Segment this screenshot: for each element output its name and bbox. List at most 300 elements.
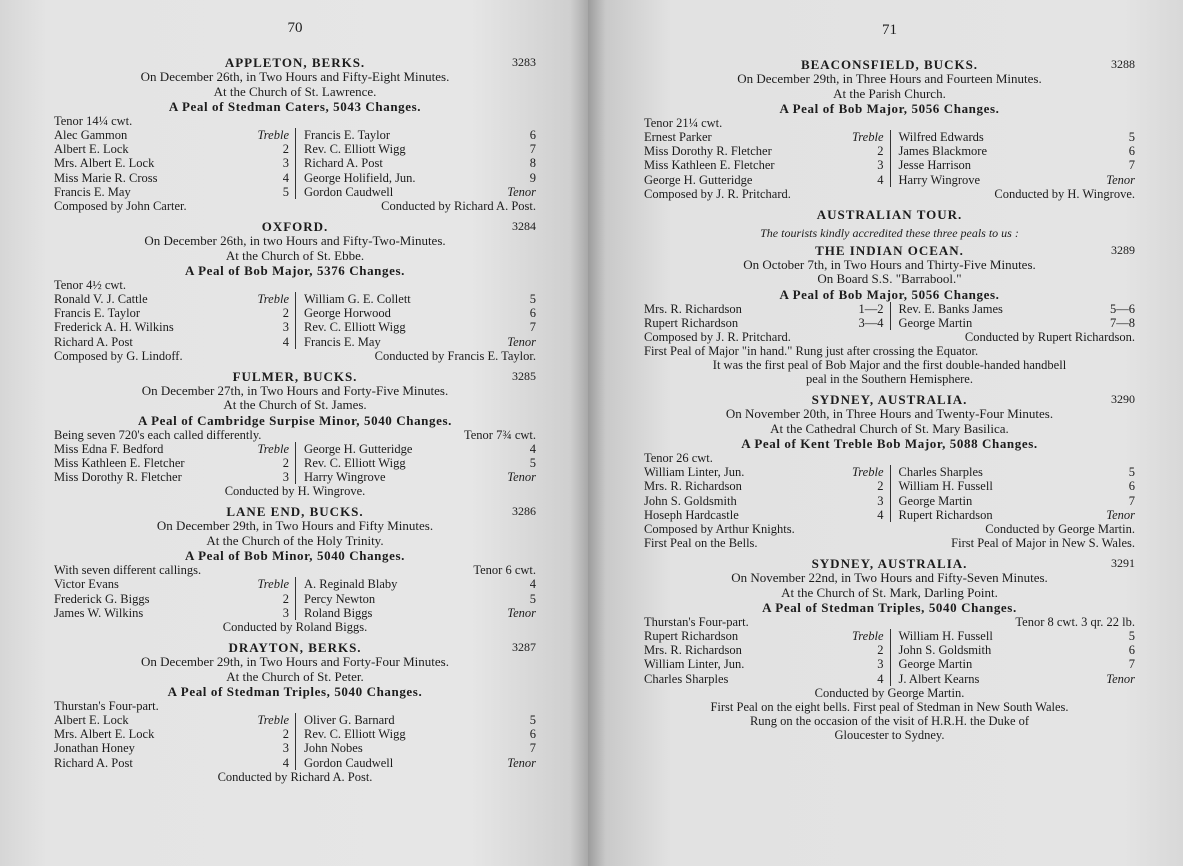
ringer-bell: Treble — [257, 577, 289, 592]
ringers-left — [54, 442, 295, 485]
ringer-bell: Treble — [257, 292, 289, 307]
peal-place: OXFORD. — [261, 219, 329, 235]
ringer-row — [304, 756, 536, 770]
peal-title: A Peal of Bob Major, 5056 Changes. — [779, 286, 1000, 302]
ringers-left — [644, 302, 890, 330]
peal-number: 3290 — [1111, 392, 1135, 407]
peal-record — [644, 243, 1135, 386]
ringer-name: Jonathan Honey — [54, 741, 135, 756]
ringer-bell: 3 — [877, 158, 884, 173]
ringer-row — [54, 756, 289, 770]
peal-footer — [644, 330, 1135, 344]
ringers-right — [890, 302, 1136, 330]
ringer-name: George H. Gutteridge — [304, 441, 413, 456]
ringer-name: Rev. C. Elliott Wigg — [304, 142, 406, 157]
ringer-bell: 6 — [1128, 643, 1135, 658]
composer: Composed by Arthur Knights. — [644, 522, 795, 537]
ringer-row — [304, 292, 536, 306]
ringer-name: Mrs. Albert E. Lock — [54, 727, 155, 742]
ringer-bell: 6 — [1128, 144, 1135, 159]
ringer-bell: 3 — [282, 470, 289, 485]
peal-header — [644, 243, 1135, 258]
ringer-name: Miss Kathleen E. Fletcher — [644, 158, 775, 173]
footnote-right: First Peal of Major in New S. Wales. — [951, 536, 1135, 551]
ringers-right — [295, 292, 536, 349]
ringers-right — [890, 130, 1136, 187]
ringer-row — [899, 643, 1136, 657]
ringer-bell: 6 — [529, 306, 536, 321]
peal-footer — [644, 187, 1135, 201]
peal-pre-info — [54, 699, 536, 713]
ringer-name: Rev. C. Elliott Wigg — [304, 727, 406, 742]
ringer-name: Rev. C. Elliott Wigg — [304, 320, 406, 335]
peal-place: BEACONSFIELD, BUCKS. — [800, 57, 979, 72]
peal-place: SYDNEY, AUSTRALIA. — [811, 556, 968, 572]
conductor: Conducted by George Martin. — [814, 685, 965, 700]
peal-date: On December 29th, in Two Hours and Forty-Four Minutes. — [141, 654, 449, 670]
ringer-row — [54, 727, 289, 741]
peal-note: Rung on the occasion of the visit of H.R.H. the Duke of — [749, 713, 1030, 728]
peal-number: 3291 — [1111, 556, 1135, 571]
ringer-row — [899, 158, 1136, 172]
ringer-bell: 5—6 — [1110, 301, 1135, 316]
ringer-name: Harry Wingrove — [304, 470, 386, 485]
pre-left: Thurstan's Four-part. — [644, 615, 749, 630]
ringer-name: Victor Evans — [54, 577, 119, 592]
conductor: Conducted by H. Wingrove. — [224, 484, 366, 499]
ringer-name: John Nobes — [304, 741, 363, 756]
ringer-row — [644, 643, 884, 657]
ringer-row — [304, 606, 536, 620]
peal-church: On Board S.S. "Barrabool." — [817, 271, 962, 287]
peal-note: Gloucester to Sydney. — [834, 727, 945, 742]
ringer-name: Miss Marie R. Cross — [54, 170, 158, 185]
ringer-row — [644, 158, 884, 172]
ringer-row — [899, 508, 1136, 522]
pre-right: Tenor 7¾ cwt. — [463, 427, 536, 442]
ringer-band — [54, 292, 536, 349]
ringer-row — [644, 465, 884, 479]
pre-left: Being seven 720's each called differently. — [54, 427, 262, 442]
ringer-row — [899, 629, 1136, 643]
ringer-row — [304, 713, 536, 727]
section-intro: The tourists kindly accredited these three peals to us : — [760, 225, 1019, 240]
ringers-right — [295, 442, 536, 485]
ringer-row — [304, 335, 536, 349]
ringer-row — [304, 306, 536, 320]
ringer-name: Harry Wingrove — [898, 172, 981, 187]
ringer-row — [644, 508, 884, 522]
ringer-row — [54, 171, 289, 185]
ringer-name: John S. Goldsmith — [644, 493, 737, 508]
peal-record — [54, 640, 536, 784]
ringer-row — [304, 456, 536, 470]
ringer-band — [644, 130, 1135, 187]
ringer-bell: 5 — [529, 456, 536, 471]
ringer-bell: 4 — [529, 441, 536, 456]
ringer-bell: 7 — [529, 142, 536, 157]
ringer-name: Frederick G. Biggs — [54, 591, 150, 606]
ringer-bell: 3 — [282, 156, 289, 171]
ringer-bell: 7 — [1128, 158, 1135, 173]
peal-header — [644, 556, 1135, 571]
peal-place: DRAYTON, BERKS. — [228, 640, 362, 656]
ringer-bell: 7—8 — [1110, 316, 1135, 331]
peal-footer — [644, 522, 1135, 536]
peal-title: A Peal of Kent Treble Bob Major, 5088 Changes. — [741, 436, 1038, 452]
ringer-row — [644, 130, 884, 144]
peal-header — [644, 392, 1135, 407]
ringer-bell: 5 — [529, 591, 536, 606]
ringer-row — [304, 442, 536, 456]
ringer-name: Francis E. May — [54, 184, 131, 199]
ringer-bell: Tenor — [1106, 172, 1135, 187]
ringer-row — [899, 494, 1136, 508]
ringer-name: Mrs. R. Richardson — [644, 643, 742, 658]
ringer-bell: 5 — [1128, 465, 1135, 480]
composer: Composed by J. R. Pritchard. — [644, 186, 791, 201]
ringer-name: William G. E. Collett — [304, 292, 411, 307]
peal-footer — [54, 199, 536, 213]
ringers-right — [890, 465, 1136, 522]
ringer-bell: 2 — [282, 591, 289, 606]
ringer-name: Francis E. May — [304, 334, 381, 349]
peal-record — [54, 504, 536, 634]
peal-title: A Peal of Stedman Caters, 5043 Changes. — [168, 99, 422, 114]
conductor: Conducted by Roland Biggs. — [222, 620, 368, 635]
pre-left: Thurstan's Four-part. — [54, 699, 159, 714]
ringer-bell: 4 — [877, 507, 884, 522]
ringer-name: Ronald V. J. Cattle — [54, 292, 148, 307]
ringer-name: Miss Dorothy R. Fletcher — [54, 470, 182, 485]
peal-header — [54, 504, 536, 519]
peal-pre-info — [54, 563, 536, 577]
ringer-name: George Martin — [898, 316, 973, 331]
peal-title: A Peal of Cambridge Surpise Minor, 5040 Changes. — [138, 412, 452, 428]
composer: Composed by G. Lindoff. — [54, 348, 183, 363]
ringer-band — [54, 577, 536, 620]
left-page — [0, 0, 588, 866]
ringer-name: Rev. C. Elliott Wigg — [304, 456, 406, 471]
ringer-name: George Martin — [898, 657, 973, 672]
ringer-row — [644, 657, 884, 671]
peal-church: At the Church of St. Ebbe. — [225, 247, 365, 263]
ringer-name: Charles Sharples — [898, 465, 983, 480]
peal-church: At the Church of St. Mark, Darling Point. — [781, 584, 998, 600]
right-page — [588, 0, 1183, 866]
ringer-bell: 7 — [529, 741, 536, 756]
ringer-name: Miss Kathleen E. Fletcher — [54, 456, 185, 471]
pre-right: Tenor 6 cwt. — [473, 563, 536, 578]
ringer-name: George H. Gutteridge — [644, 172, 753, 187]
ringer-row — [304, 142, 536, 156]
ringer-row — [644, 494, 884, 508]
ringer-bell: 8 — [529, 156, 536, 171]
ringer-bell: 4 — [529, 577, 536, 592]
ringer-bell: 5 — [529, 292, 536, 307]
ringer-row — [54, 741, 289, 755]
ringer-bell: 1—2 — [858, 301, 884, 316]
pre-left: With seven different callings. — [54, 563, 202, 578]
left-peal-list — [54, 55, 536, 784]
peal-title: A Peal of Stedman Triples, 5040 Changes. — [762, 600, 1017, 616]
peal-church: At the Church of the Holy Trinity. — [206, 532, 384, 548]
ringer-name: Rev. E. Banks James — [898, 301, 1003, 316]
conductor: Conducted by George Martin. — [985, 522, 1135, 537]
ringers-left — [644, 629, 890, 686]
ringer-name: William Linter, Jun. — [644, 465, 745, 480]
peal-number: 3283 — [512, 55, 536, 69]
ringer-row — [304, 470, 536, 484]
ringer-name: James W. Wilkins — [54, 605, 144, 620]
peal-pre-info — [644, 451, 1135, 465]
ringer-bell: 4 — [282, 755, 289, 770]
peal-header — [54, 219, 536, 234]
ringer-row — [644, 173, 884, 187]
ringer-name: James Blackmore — [898, 144, 988, 159]
ringer-band — [54, 128, 536, 199]
peal-pre-info — [54, 428, 536, 442]
ringer-row — [899, 657, 1136, 671]
peal-title: A Peal of Bob Minor, 5040 Changes. — [185, 548, 405, 564]
ringers-right — [295, 577, 536, 620]
ringer-bell: 3 — [877, 493, 884, 508]
conductor: Conducted by Rupert Richardson. — [964, 330, 1135, 345]
peal-title: A Peal of Stedman Triples, 5040 Changes. — [167, 684, 423, 700]
ringer-name: Frederick A. H. Wilkins — [54, 320, 174, 335]
peal-header — [54, 640, 536, 655]
ringer-name: George Martin — [898, 493, 973, 508]
ringer-row — [54, 306, 289, 320]
ringer-bell: Tenor — [507, 470, 536, 485]
ringer-name: Francis E. Taylor — [54, 306, 141, 321]
ringer-row — [54, 292, 289, 306]
section-title: AUSTRALIAN TOUR. — [816, 206, 963, 222]
ringer-band — [644, 302, 1135, 330]
peal-date: On November 22nd, in Two Hours and Fifty-Seven Minutes. — [731, 570, 1048, 586]
peal-number: 3285 — [512, 368, 536, 383]
ringer-bell: 3 — [282, 320, 289, 335]
ringer-bell: Treble — [257, 128, 289, 142]
ringer-name: Francis E. Taylor — [304, 128, 391, 142]
peal-footer-notes — [644, 536, 1135, 550]
peal-record — [54, 55, 536, 213]
ringer-name: Hoseph Hardcastle — [644, 507, 739, 522]
peal-church: At the Cathedral Church of St. Mary Basilica. — [770, 420, 1009, 436]
conductor: Conducted by H. Wingrove. — [994, 186, 1135, 201]
ringer-bell: 5 — [529, 713, 536, 728]
ringer-bell: 2 — [877, 643, 884, 658]
ringer-name: Richard A. Post — [54, 334, 133, 349]
ringer-name: Jesse Harrison — [898, 158, 972, 173]
composer: Composed by John Carter. — [54, 199, 187, 214]
ringer-name: Rupert Richardson — [898, 507, 993, 522]
peal-pre-info — [644, 116, 1135, 130]
ringer-bell: 2 — [282, 456, 289, 471]
ringer-bell: 4 — [877, 671, 884, 686]
ringer-row — [644, 144, 884, 158]
ringer-row — [644, 629, 884, 643]
tour-peal-list — [644, 243, 1135, 742]
ringer-row — [899, 173, 1136, 187]
ringer-name: Oliver G. Barnard — [304, 713, 395, 728]
peal-place: THE INDIAN OCEAN. — [815, 242, 964, 258]
ringer-bell: Tenor — [1106, 671, 1135, 686]
ringer-row — [899, 672, 1136, 686]
peal-date: On October 7th, in Two Hours and Thirty-Five Minutes. — [743, 256, 1036, 272]
peal-church: At the Church of St. Peter. — [226, 668, 364, 684]
ringer-name: A. Reginald Blaby — [304, 577, 398, 592]
ringer-name: William H. Fussell — [898, 479, 993, 494]
right-peal-list — [644, 57, 1135, 201]
ringer-row — [54, 577, 289, 591]
peal-record — [644, 392, 1135, 550]
ringer-name: Gordon Caudwell — [304, 184, 394, 199]
ringer-name: Mrs. R. Richardson — [644, 301, 742, 316]
ringer-row — [54, 456, 289, 470]
ringer-row — [304, 128, 536, 142]
ringer-row — [899, 144, 1136, 158]
ringer-bell: 2 — [282, 306, 289, 321]
peal-record — [644, 556, 1135, 742]
ringer-row — [899, 479, 1136, 493]
peal-note: It was the first peal of Bob Major and the first double-handed handbell — [712, 358, 1067, 373]
ringers-right — [295, 128, 536, 199]
ringer-bell: 3—4 — [858, 316, 884, 331]
peal-date: On December 29th, in Two Hours and Fifty Minutes. — [156, 518, 434, 534]
peal-header — [644, 57, 1135, 72]
peal-date: On December 26th, in two Hours and Fifty-Two-Minutes. — [144, 233, 446, 249]
peal-date: On November 20th, in Three Hours and Twenty-Four Minutes. — [725, 406, 1054, 422]
ringer-name: Mrs. Albert E. Lock — [54, 156, 155, 171]
ringer-band — [54, 713, 536, 770]
peal-church: At the Church of St. James. — [223, 397, 367, 413]
peal-title: A Peal of Bob Major, 5056 Changes. — [779, 101, 1000, 116]
peal-date: On December 26th, in Two Hours and Fifty-Eight Minutes. — [140, 69, 450, 84]
ringers-left — [644, 130, 890, 187]
peal-pre-info — [54, 114, 536, 128]
ringer-bell: 3 — [282, 605, 289, 620]
peal-pre-info — [644, 615, 1135, 629]
ringer-name: Gordon Caudwell — [304, 755, 394, 770]
ringer-row — [54, 592, 289, 606]
ringer-bell: 5 — [1128, 130, 1135, 144]
pre-left: Tenor 4½ cwt. — [54, 278, 127, 293]
ringers-left — [54, 577, 295, 620]
ringer-row — [304, 741, 536, 755]
footnote-left: First Peal on the Bells. — [644, 536, 758, 551]
ringer-name: John S. Goldsmith — [898, 643, 992, 658]
ringer-row — [304, 156, 536, 170]
ringer-row — [54, 335, 289, 349]
ringer-bell: 6 — [1128, 479, 1135, 494]
peal-place: FULMER, BUCKS. — [232, 368, 358, 384]
ringer-name: Charles Sharples — [644, 671, 729, 686]
pre-left: Tenor 14¼ cwt. — [54, 114, 133, 128]
ringer-name: Miss Dorothy R. Fletcher — [644, 144, 772, 159]
ringer-name: Albert E. Lock — [54, 713, 129, 728]
peal-number: 3284 — [512, 219, 536, 234]
ringer-name: William H. Fussell — [898, 629, 993, 644]
ringer-bell: 7 — [1128, 657, 1135, 672]
ringer-row — [54, 185, 289, 199]
ringers-right — [890, 629, 1136, 686]
ringer-name: George Holifield, Jun. — [304, 170, 416, 185]
ringer-row — [644, 479, 884, 493]
ringer-bell: 4 — [877, 172, 884, 187]
ringer-row — [899, 302, 1136, 316]
ringer-row — [304, 320, 536, 334]
peal-number: 3287 — [512, 640, 536, 655]
pre-right: Tenor 8 cwt. 3 qr. 22 lb. — [1015, 615, 1135, 630]
ringer-row — [304, 577, 536, 591]
conductor: Conducted by Richard A. Post. — [381, 199, 536, 214]
ringer-bell: Tenor — [1106, 507, 1135, 522]
peal-church: At the Church of St. Lawrence. — [213, 83, 377, 99]
ringer-row — [899, 316, 1136, 330]
ringer-row — [54, 713, 289, 727]
ringer-row — [644, 302, 884, 316]
peal-place: LANE END, BUCKS. — [226, 504, 364, 520]
peal-church: At the Parish Church. — [833, 85, 946, 101]
ringer-bell: 2 — [877, 479, 884, 494]
ringer-bell: Treble — [852, 465, 884, 480]
ringer-name: Richard A. Post — [304, 156, 383, 171]
ringer-row — [54, 470, 289, 484]
ringer-name: Alec Gammon — [54, 128, 128, 142]
peal-date: On December 27th, in Two Hours and Forty-Five Minutes. — [141, 382, 449, 398]
pre-left: Tenor 21¼ cwt. — [644, 116, 723, 130]
ringer-band — [54, 442, 536, 485]
ringers-left — [54, 292, 295, 349]
ringers-left — [54, 713, 295, 770]
ringer-bell: 5 — [282, 184, 289, 199]
ringer-bell: 2 — [282, 142, 289, 157]
ringer-row — [644, 672, 884, 686]
ringer-bell: Tenor — [507, 184, 536, 199]
peal-record — [54, 219, 536, 363]
ringer-bell: 4 — [282, 170, 289, 185]
ringer-row — [54, 142, 289, 156]
ringer-band — [644, 629, 1135, 686]
ringer-row — [899, 130, 1136, 144]
peal-footer — [54, 349, 536, 363]
ringer-name: George Horwood — [304, 306, 391, 321]
ringer-row — [54, 442, 289, 456]
ringer-name: Rupert Richardson — [644, 629, 739, 644]
ringer-row — [54, 606, 289, 620]
ringers-left — [54, 128, 295, 199]
ringer-row — [304, 727, 536, 741]
ringer-row — [899, 465, 1136, 479]
page-number: 70 — [287, 20, 303, 36]
ringer-bell: 2 — [877, 144, 884, 159]
ringer-bell: 3 — [877, 657, 884, 672]
peal-record — [644, 57, 1135, 201]
ringer-name: William Linter, Jun. — [644, 657, 745, 672]
ringer-row — [644, 316, 884, 330]
ringer-bell: Treble — [257, 441, 289, 456]
ringer-bell: 6 — [529, 727, 536, 742]
peal-note: First Peal of Major "in hand." Rung just after crossing the Equator. — [644, 344, 979, 359]
ringer-bell: Tenor — [507, 334, 536, 349]
ringers-left — [644, 465, 890, 522]
ringer-name: J. Albert Kearns — [898, 671, 980, 686]
ringer-name: Percy Newton — [304, 591, 376, 606]
conductor: Conducted by Francis E. Taylor. — [374, 348, 536, 363]
peal-place: SYDNEY, AUSTRALIA. — [811, 392, 968, 408]
ringer-name: Mrs. R. Richardson — [644, 479, 742, 494]
